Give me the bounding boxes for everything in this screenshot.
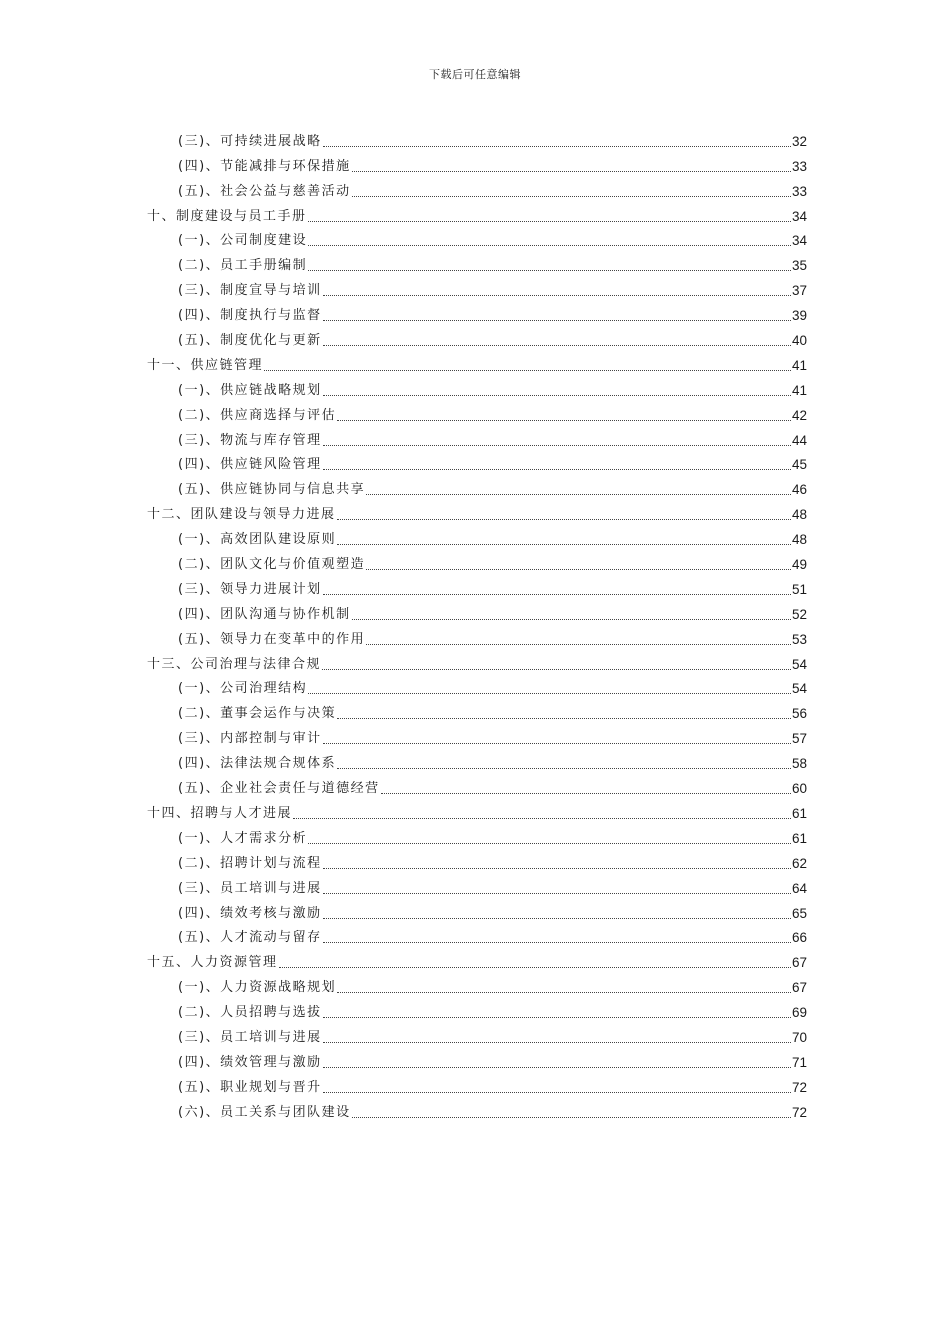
toc-section-entry[interactable] [147, 1096, 807, 1121]
toc-entry-title: 十、制度建设与员工手册 [147, 208, 307, 224]
toc-entry-title: (二)、供应商选择与评估 [178, 407, 337, 423]
toc-entry-page-number: 64 [791, 880, 807, 896]
toc-entry-title: (五)、领导力在变革中的作用 [178, 631, 366, 647]
toc-entry-title: (三)、内部控制与审计 [178, 731, 322, 747]
toc-entry-page-number: 66 [791, 930, 807, 946]
toc-entry-page-number: 41 [791, 382, 807, 398]
toc-dot-leader [293, 817, 791, 819]
toc-entry-page-number: 54 [791, 681, 807, 697]
toc-section-entry[interactable] [147, 473, 807, 498]
toc-entry-page-number: 69 [791, 1005, 807, 1021]
toc-entry-title: (五)、企业社会责任与道德经营 [178, 781, 380, 797]
toc-section-entry[interactable] [147, 548, 807, 573]
toc-section-entry[interactable] [147, 225, 807, 250]
toc-dot-leader [366, 493, 791, 495]
toc-entry-title: (四)、节能减排与环保措施 [178, 158, 351, 174]
toc-entry-title: (四)、制度执行与监督 [178, 308, 322, 324]
toc-entry-title: (三)、员工培训与进展 [178, 1029, 322, 1045]
toc-dot-leader [366, 568, 791, 570]
toc-entry-title: (三)、制度宣导与培训 [178, 283, 322, 299]
toc-entry-title: (二)、人员招聘与选拔 [178, 1005, 322, 1021]
toc-chapter-entry[interactable] [147, 797, 807, 822]
toc-dot-leader [323, 941, 791, 943]
toc-entry-title: 十四、招聘与人才进展 [147, 805, 293, 821]
toc-dot-leader [337, 518, 791, 520]
toc-entry-title: (三)、员工培训与进展 [178, 880, 322, 896]
toc-entry-page-number: 34 [791, 208, 807, 224]
toc-section-entry[interactable] [147, 697, 807, 722]
toc-dot-leader [323, 593, 791, 595]
toc-section-entry[interactable] [147, 399, 807, 424]
toc-entry-page-number: 33 [791, 158, 807, 174]
toc-section-entry[interactable] [147, 922, 807, 947]
toc-entry-page-number: 33 [791, 183, 807, 199]
toc-entry-title: (四)、团队沟通与协作机制 [178, 606, 351, 622]
toc-entry-title: (六)、员工关系与团队建设 [178, 1104, 351, 1120]
toc-entry-page-number: 56 [791, 706, 807, 722]
toc-entry-title: (三)、领导力进展计划 [178, 581, 322, 597]
toc-dot-leader [323, 917, 791, 919]
toc-section-entry[interactable] [147, 722, 807, 747]
toc-section-entry[interactable] [147, 1021, 807, 1046]
toc-dot-leader [279, 966, 791, 968]
toc-entry-page-number: 57 [791, 731, 807, 747]
toc-section-entry[interactable] [147, 996, 807, 1021]
toc-entry-page-number: 70 [791, 1029, 807, 1045]
toc-entry-page-number: 40 [791, 333, 807, 349]
toc-dot-leader [323, 319, 791, 321]
toc-entry-page-number: 48 [791, 507, 807, 523]
toc-section-entry[interactable] [147, 1046, 807, 1071]
toc-entry-title: (四)、绩效管理与激励 [178, 1054, 322, 1070]
toc-entry-page-number: 72 [791, 1104, 807, 1120]
toc-entry-page-number: 61 [791, 830, 807, 846]
toc-entry-title: (二)、招聘计划与流程 [178, 855, 322, 871]
toc-section-entry[interactable] [147, 274, 807, 299]
toc-section-entry[interactable] [147, 822, 807, 847]
toc-section-entry[interactable] [147, 249, 807, 274]
toc-section-entry[interactable] [147, 1071, 807, 1096]
toc-entry-page-number: 71 [791, 1054, 807, 1070]
toc-dot-leader [322, 668, 791, 670]
toc-section-entry[interactable] [147, 175, 807, 200]
toc-dot-leader [352, 170, 791, 172]
toc-section-entry[interactable] [147, 623, 807, 648]
page-header: 下载后可任意编辑 [429, 68, 521, 81]
toc-entry-page-number: 44 [791, 432, 807, 448]
toc-entry-title: (二)、员工手册编制 [178, 258, 308, 274]
toc-dot-leader [323, 394, 791, 396]
toc-dot-leader [337, 717, 791, 719]
toc-dot-leader [381, 792, 791, 794]
toc-entry-title: (四)、供应链风险管理 [178, 457, 322, 473]
toc-entry-page-number: 51 [791, 581, 807, 597]
toc-entry-page-number: 60 [791, 781, 807, 797]
toc-entry-page-number: 39 [791, 308, 807, 324]
toc-entry-page-number: 32 [791, 133, 807, 149]
toc-dot-leader [308, 842, 791, 844]
toc-dot-leader [323, 1066, 791, 1068]
toc-section-entry[interactable] [147, 125, 807, 150]
toc-section-entry[interactable] [147, 772, 807, 797]
toc-dot-leader [264, 369, 791, 371]
toc-entry-title: 十三、公司治理与法律合规 [147, 656, 322, 672]
toc-entry-page-number: 61 [791, 805, 807, 821]
toc-entry-title: (五)、职业规划与晋升 [178, 1079, 322, 1095]
toc-dot-leader [323, 1016, 791, 1018]
table-of-contents [147, 125, 807, 1121]
toc-entry-title: (一)、人力资源战略规划 [178, 980, 337, 996]
toc-entry-title: (三)、可持续进展战略 [178, 133, 322, 149]
toc-dot-leader [337, 543, 791, 545]
toc-dot-leader [352, 1116, 791, 1118]
toc-entry-title: (三)、物流与库存管理 [178, 432, 322, 448]
toc-section-entry[interactable] [147, 872, 807, 897]
toc-dot-leader [323, 892, 791, 894]
toc-entry-page-number: 34 [791, 233, 807, 249]
toc-entry-title: (一)、供应链战略规划 [178, 382, 322, 398]
toc-entry-title: (一)、公司制度建设 [178, 233, 308, 249]
toc-dot-leader [352, 618, 791, 620]
toc-chapter-entry[interactable] [147, 648, 807, 673]
toc-entry-page-number: 65 [791, 905, 807, 921]
toc-section-entry[interactable] [147, 374, 807, 399]
toc-entry-title: (五)、社会公益与慈善活动 [178, 183, 351, 199]
toc-entry-page-number: 67 [791, 980, 807, 996]
toc-section-entry[interactable] [147, 424, 807, 449]
toc-entry-title: (五)、人才流动与留存 [178, 930, 322, 946]
toc-dot-leader [323, 444, 791, 446]
toc-entry-page-number: 67 [791, 955, 807, 971]
toc-section-entry[interactable] [147, 847, 807, 872]
toc-dot-leader [337, 991, 791, 993]
toc-entry-title: (一)、高效团队建设原则 [178, 532, 337, 548]
toc-entry-title: (二)、董事会运作与决策 [178, 706, 337, 722]
toc-chapter-entry[interactable] [147, 946, 807, 971]
toc-section-entry[interactable] [147, 573, 807, 598]
toc-entry-page-number: 37 [791, 283, 807, 299]
toc-dot-leader [366, 643, 791, 645]
toc-entry-page-number: 53 [791, 631, 807, 647]
toc-dot-leader [308, 269, 791, 271]
toc-dot-leader [323, 1041, 791, 1043]
toc-section-entry[interactable] [147, 971, 807, 996]
toc-dot-leader [323, 294, 791, 296]
toc-entry-page-number: 46 [791, 482, 807, 498]
toc-entry-page-number: 52 [791, 606, 807, 622]
toc-section-entry[interactable] [147, 673, 807, 698]
toc-section-entry[interactable] [147, 299, 807, 324]
toc-entry-page-number: 41 [791, 357, 807, 373]
toc-entry-page-number: 62 [791, 855, 807, 871]
toc-dot-leader [323, 742, 791, 744]
toc-dot-leader [323, 867, 791, 869]
toc-chapter-entry[interactable] [147, 498, 807, 523]
toc-section-entry[interactable] [147, 449, 807, 474]
toc-section-entry[interactable] [147, 523, 807, 548]
toc-dot-leader [323, 468, 791, 470]
toc-entry-title: (二)、团队文化与价值观塑造 [178, 557, 366, 573]
toc-entry-page-number: 35 [791, 258, 807, 274]
toc-section-entry[interactable] [147, 598, 807, 623]
toc-entry-title: (一)、公司治理结构 [178, 681, 308, 697]
toc-dot-leader [323, 145, 791, 147]
toc-entry-title: 十五、人力资源管理 [147, 955, 278, 971]
toc-chapter-entry[interactable] [147, 200, 807, 225]
toc-chapter-entry[interactable] [147, 349, 807, 374]
toc-entry-title: (一)、人才需求分析 [178, 830, 308, 846]
toc-entry-title: (四)、绩效考核与激励 [178, 905, 322, 921]
toc-entry-title: 十一、供应链管理 [147, 357, 264, 373]
toc-dot-leader [308, 692, 791, 694]
toc-dot-leader [323, 1091, 791, 1093]
toc-entry-page-number: 58 [791, 756, 807, 772]
toc-entry-page-number: 48 [791, 532, 807, 548]
toc-section-entry[interactable] [147, 747, 807, 772]
toc-entry-title: (五)、供应链协同与信息共享 [178, 482, 366, 498]
toc-entry-title: (四)、法律法规合规体系 [178, 756, 337, 772]
toc-entry-page-number: 72 [791, 1079, 807, 1095]
toc-dot-leader [323, 344, 791, 346]
toc-dot-leader [308, 220, 791, 222]
toc-dot-leader [337, 767, 791, 769]
toc-entry-title: (五)、制度优化与更新 [178, 333, 322, 349]
toc-entry-page-number: 54 [791, 656, 807, 672]
toc-entry-page-number: 49 [791, 557, 807, 573]
toc-entry-page-number: 42 [791, 407, 807, 423]
toc-section-entry[interactable] [147, 150, 807, 175]
toc-entry-page-number: 45 [791, 457, 807, 473]
toc-dot-leader [337, 419, 791, 421]
toc-section-entry[interactable] [147, 324, 807, 349]
toc-dot-leader [308, 244, 791, 246]
toc-section-entry[interactable] [147, 897, 807, 922]
toc-dot-leader [352, 195, 791, 197]
toc-entry-title: 十二、团队建设与领导力进展 [147, 507, 336, 523]
